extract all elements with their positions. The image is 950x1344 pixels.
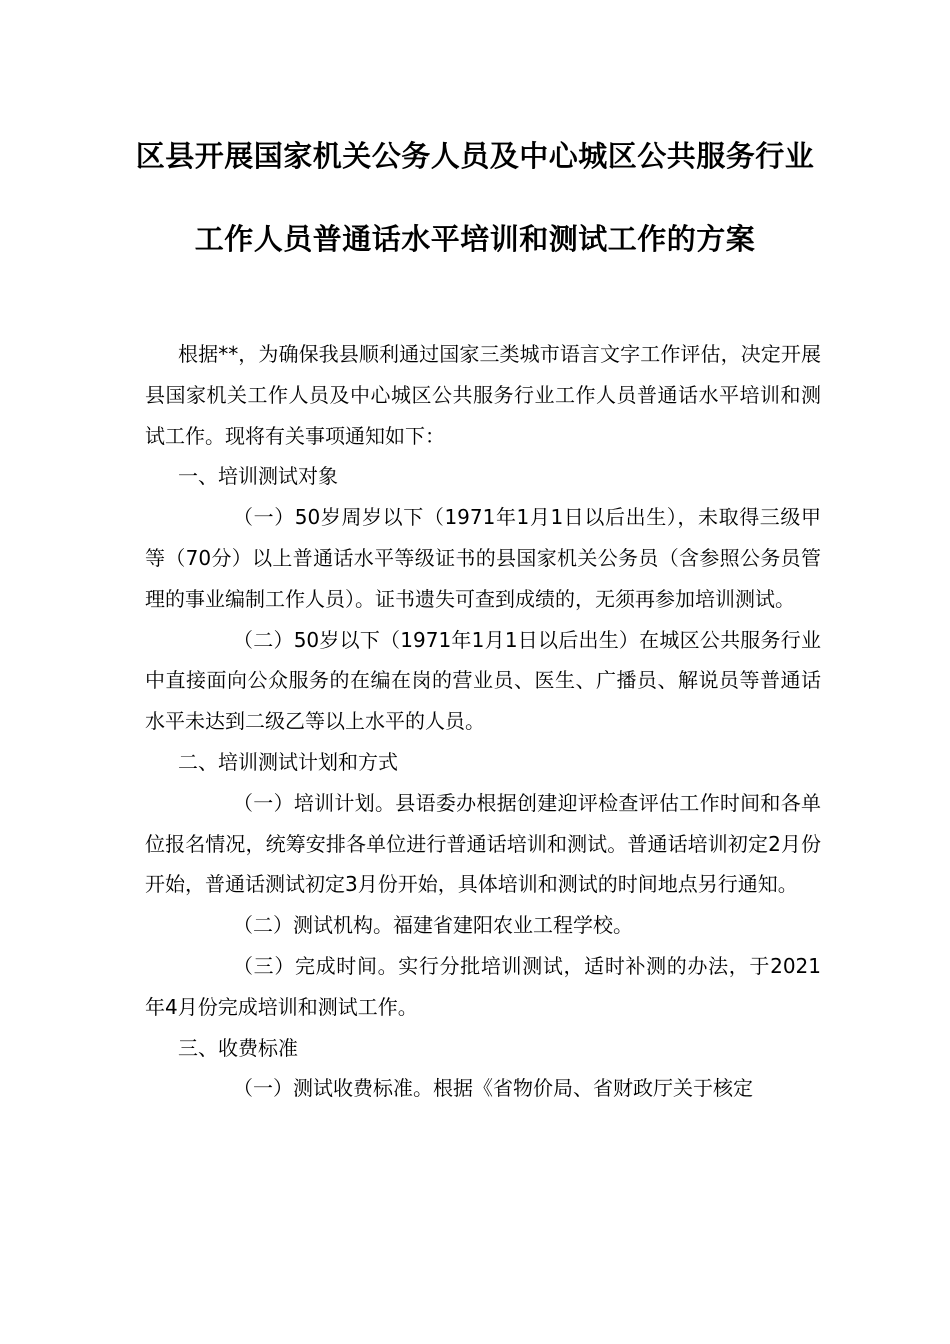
section-3-item-1: （一）测试收费标准。根据《省物价局、省财政厅关于核定 xyxy=(233,1076,753,1101)
document-title-line-2: 工作人员普通话水平培训和测试工作的方案 xyxy=(194,222,756,256)
section-1-item-2: （二）50岁以下（1971年1月1日以后出生）在城区公共服务行业中直接面向公众服务的在编在岗的营业员、医生、广播员、解说员等普通话水平未达到二级乙等以上水平的人员。 xyxy=(145,627,821,734)
document-body xyxy=(145,334,821,1109)
section-2-item-1: （一）培训计划。县语委办根据创建迎评检查评估工作时间和各单位报名情况，统筹安排各单位进行普通话培训和测试。普通话培训初定2月份开始，普通话测试初定3月份开始，具体培训和测试的时间地点另行通知。 xyxy=(145,790,821,897)
section-heading-2: 二、培训测试计划和方式 xyxy=(178,749,398,774)
section-2-item-2: （二）测试机构。福建省建阳农业工程学校。 xyxy=(233,913,633,938)
section-heading-3: 三、收费标准 xyxy=(178,1035,298,1060)
document-title-line-1: 区县开展国家机关公务人员及中心城区公共服务行业 xyxy=(135,139,815,173)
section-heading-1: 一、培训测试对象 xyxy=(178,464,338,489)
intro-paragraph: 根据**，为确保我县顺利通过国家三类城市语言文字工作评估，决定开展县国家机关工作人员及中心城区公共服务行业工作人员普通话水平培训和测试工作。现将有关事项通知如下： xyxy=(145,342,821,448)
section-1-item-1: （一）50岁周岁以下（1971年1月1日以后出生），未取得三级甲等（70分）以上普通话水平等级证书的县国家机关公务员（含参照公务员管理的事业编制工作人员）。证书遗失可查到成绩的，无须再参加培训测试。 xyxy=(145,505,821,611)
section-2-item-3: （三）完成时间。实行分批培训测试，适时补测的办法，于2021年4月份完成培训和测试工作。 xyxy=(145,953,821,1019)
